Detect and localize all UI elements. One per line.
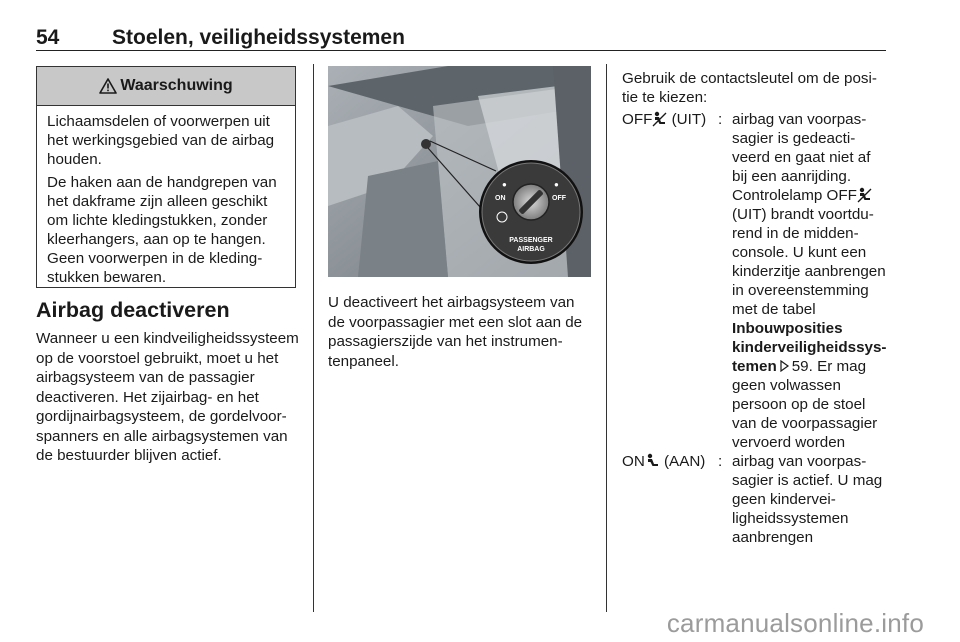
page-header (36, 26, 886, 52)
warning-triangle-icon (99, 78, 117, 94)
definition-desc-on: airbag van voorpassagier is actief. U mag geen kinderveiligheidssystemen aanbrengen (732, 453, 883, 546)
definition-term-off: OFF (UIT) (622, 111, 707, 128)
warning-paragraph: De haken aan de handgrepen van het dakframe zijn alleen geschikt om lichte kledingstukken, zonder kleerhangers, aan op te hangen. Geen voorwerpen in de kledingstukken bewaren. (47, 174, 277, 286)
table-reference-link[interactable]: Inbouwposities kinderveiligheidssystemen (732, 320, 887, 375)
position-definitions (622, 110, 888, 547)
page-number: 54 (36, 26, 60, 49)
switch-caption-line1: PASSENGER (509, 237, 553, 244)
watermark: carmanualsonline.info (666, 608, 924, 638)
definition-row-off: OFF (UIT) : airbag van voorpassagier is gedeactiveerd en gaat niet af bij een aanrijding. Controlelamp OFF (UIT) brandt voortdurend in de middenconsole. U kunt een kinderzitje aanbrengen in overeenstemming met de tabel Inbouwposities kinderveiligheidssystemen 59. Er mag geen volwassen persoon op de stoel van de voorpassagier vervoerd worden (622, 111, 887, 451)
definition-term-on: ON (AAN) (622, 453, 706, 470)
column-divider-right (606, 64, 607, 612)
warning-box (36, 66, 296, 288)
svg-text:●: ● (554, 180, 559, 189)
child-seat-off-icon (652, 111, 667, 127)
warning-header (37, 67, 295, 106)
svg-text:●: ● (502, 180, 507, 189)
warning-title: Waarschuwing (120, 77, 233, 94)
child-seat-on-icon (645, 453, 660, 469)
warning-paragraph: Lichaamsdelen of voorwerpen uit het werkingsgebied van de airbag houden. (47, 113, 275, 168)
right-column-intro: Gebruik de contactsleutel om de positie te kiezen: (622, 70, 877, 106)
switch-on-label: ON (495, 195, 506, 202)
switch-caption-line2: AIRBAG (517, 246, 545, 253)
section-heading: Airbag deactiveren (36, 298, 230, 322)
warning-body (37, 106, 295, 287)
child-seat-off-icon (857, 187, 872, 203)
switch-off-label: OFF (552, 195, 566, 202)
section-body: Wanneer u een kindveiligheidssysteem op de voorstoel gebruikt, moet u het airbagsysteem van de passagier deactiveren. Het zijairbag- en het gordijnairbagsysteem, de gordelvoorspanners en alle airbagsystemen van de bestuurder blijven actief. (36, 330, 299, 464)
figure-caption: U deactiveert het airbagsysteem van de voorpassagier met een slot aan de passagierszijde van het instrumentenpaneel. (328, 294, 583, 370)
header-rule (36, 50, 886, 51)
page-reference-arrow-icon (779, 358, 790, 370)
page-title: Stoelen, veiligheidssystemen (112, 26, 405, 49)
page-reference[interactable]: 59 (791, 358, 809, 375)
column-divider-left (313, 64, 314, 612)
definition-row-on: ON (AAN) : airbag van voorpassagier is actief. U mag geen kinderveiligheidssystemen aanbrengen (622, 452, 888, 547)
definition-desc-off: airbag van voorpassagier is gedeactiveerd en gaat niet af bij een aanrijding. Controlelamp OFF (UIT) brandt voortdurend in de middenconsole. U kunt een kinderzitje aanbrengen in overeenstemming met de tabel Inbouwposities kinderveiligheidssystemen 59. Er mag geen volwassen persoon op de stoel van de voorpassagier vervoerd worden (732, 111, 887, 451)
airbag-switch-photo (328, 66, 591, 277)
